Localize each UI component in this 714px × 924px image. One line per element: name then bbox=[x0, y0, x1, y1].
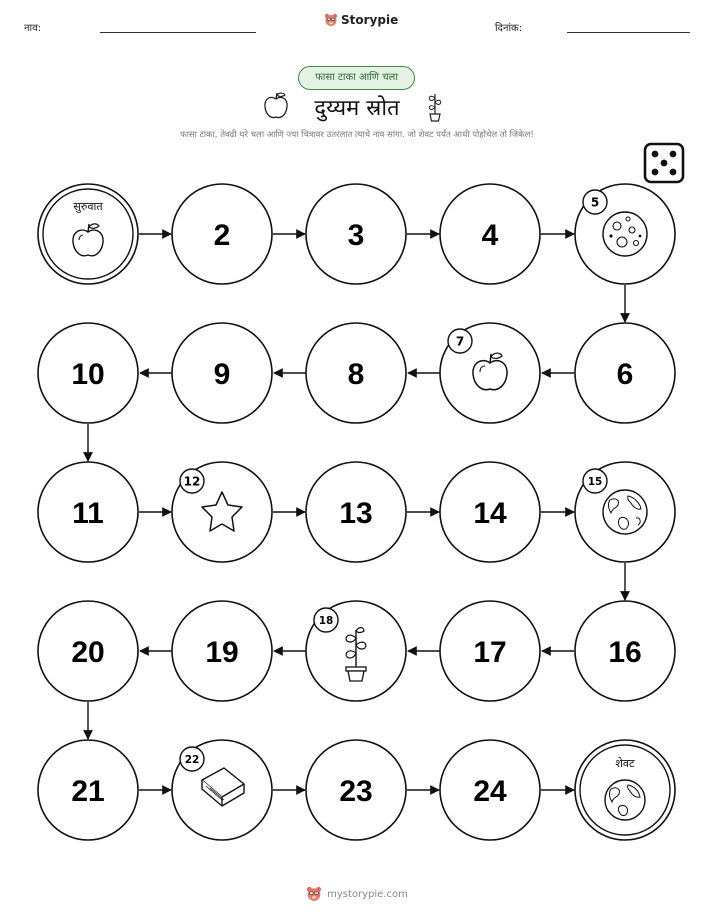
footer bbox=[0, 886, 714, 902]
instructions: फासा टाका, तेवढी घरे चला आणि ज्या चित्रावर उतरलात त्याचे नाव सांगा. जो शेवट पर्यंत आधी पोहोचेल तो जिंकेल! bbox=[180, 130, 534, 140]
space-number: 19 bbox=[205, 636, 239, 669]
space-3[interactable] bbox=[306, 184, 406, 284]
date-label: दिनांक: bbox=[495, 23, 523, 34]
space-badge-number: 18 bbox=[318, 615, 334, 627]
space-6[interactable] bbox=[575, 323, 675, 423]
space-14[interactable] bbox=[440, 462, 540, 562]
space-number: 2 bbox=[213, 219, 231, 252]
earth-icon bbox=[605, 780, 645, 820]
space-19[interactable] bbox=[172, 601, 272, 701]
logo-text: Storypie bbox=[341, 13, 399, 27]
space-number: 9 bbox=[213, 358, 231, 391]
space-23[interactable] bbox=[306, 740, 406, 840]
space-number: 16 bbox=[608, 636, 642, 669]
earth-icon bbox=[603, 490, 647, 534]
space-12-picture[interactable] bbox=[172, 462, 272, 562]
space-24[interactable] bbox=[440, 740, 540, 840]
game-type-badge: फासा टाका आणि चला bbox=[298, 66, 415, 90]
space-number: 6 bbox=[616, 358, 634, 391]
space-4[interactable] bbox=[440, 184, 540, 284]
space-badge-number: 22 bbox=[184, 754, 200, 766]
space-8[interactable] bbox=[306, 323, 406, 423]
space-15-picture[interactable] bbox=[575, 462, 675, 562]
name-label: नाव: bbox=[24, 23, 42, 34]
space-number: 3 bbox=[347, 219, 365, 252]
space-2[interactable] bbox=[172, 184, 272, 284]
page-title: दुय्यम स्रोत bbox=[314, 96, 400, 121]
space-number: 21 bbox=[71, 775, 105, 808]
space-16[interactable] bbox=[575, 601, 675, 701]
space-22-picture[interactable] bbox=[172, 740, 272, 840]
space-11[interactable] bbox=[38, 462, 138, 562]
space-badge-number: 12 bbox=[183, 474, 201, 489]
space-number: 11 bbox=[72, 497, 104, 530]
space-number: 24 bbox=[473, 775, 507, 808]
space-number: 4 bbox=[481, 219, 499, 252]
space-start[interactable] bbox=[38, 184, 138, 284]
space-10[interactable] bbox=[38, 323, 138, 423]
space-13[interactable] bbox=[306, 462, 406, 562]
space-number: 23 bbox=[339, 775, 373, 808]
space-number: 17 bbox=[473, 636, 507, 669]
space-20[interactable] bbox=[38, 601, 138, 701]
space-9[interactable] bbox=[172, 323, 272, 423]
space-badge-number: 5 bbox=[590, 195, 600, 210]
space-number: 14 bbox=[473, 497, 507, 530]
space-badge-number: 15 bbox=[587, 476, 603, 488]
end-label: शेवट bbox=[615, 757, 635, 770]
space-number: 8 bbox=[347, 358, 365, 391]
space-7-picture[interactable] bbox=[440, 323, 540, 423]
space-badge-number: 7 bbox=[455, 334, 465, 349]
space-18-picture[interactable] bbox=[306, 601, 406, 701]
start-label: सुरुवात bbox=[73, 200, 103, 213]
space-number: 13 bbox=[339, 497, 373, 530]
bear-logo-icon bbox=[306, 886, 322, 902]
space-number: 10 bbox=[71, 358, 105, 391]
footer-site[interactable]: mystorypie.com bbox=[327, 888, 408, 900]
moon-icon bbox=[603, 212, 647, 256]
space-21[interactable] bbox=[38, 740, 138, 840]
space-end[interactable] bbox=[575, 740, 675, 840]
space-17[interactable] bbox=[440, 601, 540, 701]
space-number: 20 bbox=[71, 636, 105, 669]
space-5-picture[interactable] bbox=[575, 184, 675, 284]
